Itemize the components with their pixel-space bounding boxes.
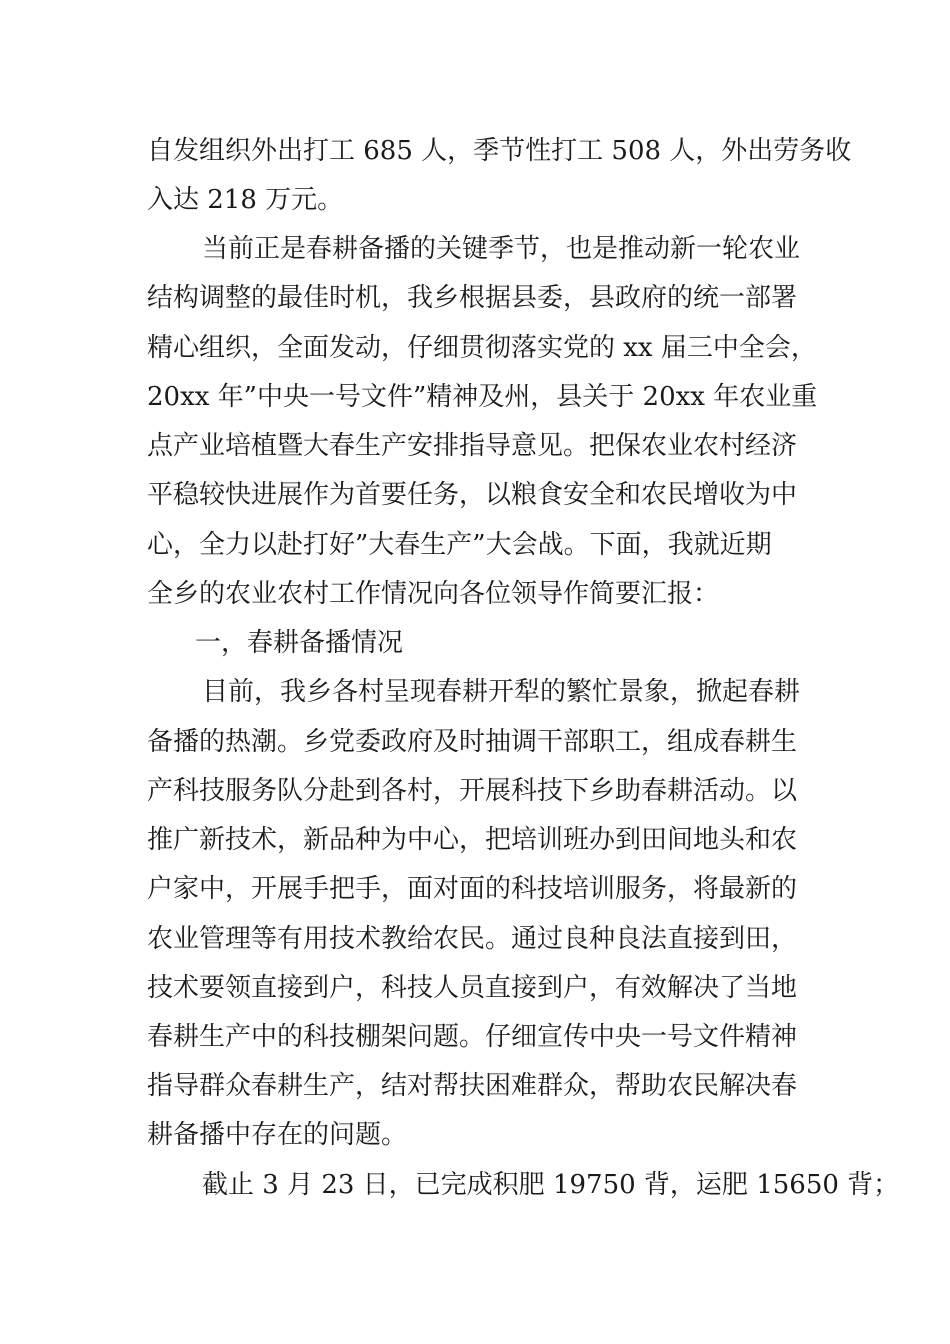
paragraph-2-line-8: 全乡的农业农村工作情况向各位领导作简要汇报： (147, 579, 720, 609)
paragraph-3-line-10: 耕备播中存在的问题。 (147, 1120, 408, 1150)
paragraph-2-line-1: 当前正是春耕备播的关键季节，也是推动新一轮农业 (202, 234, 801, 264)
paragraph-3-line-6: 农业管理等有用技术教给农民。通过良种良法直接到田， (147, 924, 798, 954)
paragraph-3-line-8: 春耕生产中的科技棚架问题。仔细宣传中央一号文件精神 (147, 1022, 798, 1052)
paragraph-2-line-7: 心，全力以赴打好”大春生产”大会战。下面，我就近期 (147, 530, 772, 560)
paragraph-2-line-5: 点产业培植暨大春生产安排指导意见。把保农业农村经济 (147, 431, 798, 461)
paragraph-3-line-9: 指导群众春耕生产，结对帮扶困难群众，帮助农民解决春 (147, 1071, 798, 1101)
paragraph-2-line-3: 精心组织，全面发动，仔细贯彻落实党的 xx 届三中全会， (147, 333, 817, 363)
paragraph-3-line-1: 目前，我乡各村呈现春耕开犁的繁忙景象，掀起春耕 (202, 677, 801, 707)
paragraph-3-line-2: 备播的热潮。乡党委政府及时抽调干部职工，组成春耕生 (147, 727, 798, 757)
paragraph-4-line-1: 截止 3 月 23 日，已完成积肥 19750 背，运肥 15650 背； (202, 1170, 900, 1200)
paragraph-3-line-4: 推广新技术，新品种为中心，把培训班办到田间地头和农 (147, 825, 798, 855)
paragraph-3-line-5: 户家中，开展手把手，面对面的科技培训服务，将最新的 (147, 874, 798, 904)
paragraph-2-line-4: 20xx 年”中央一号文件”精神及州，县关于 20xx 年农业重 (147, 382, 818, 412)
section-heading: 一，春耕备播情况 (195, 628, 404, 658)
paragraph-2-line-2: 结构调整的最佳时机，我乡根据县委，县政府的统一部署 (147, 283, 798, 313)
text-line-2: 入达 218 万元。 (147, 185, 344, 215)
paragraph-3-line-7: 技术要领直接到户，科技人员直接到户，有效解决了当地 (147, 973, 798, 1003)
paragraph-2-line-6: 平稳较快进展作为首要任务，以粮食安全和农民增收为中 (147, 480, 798, 510)
text-line-1: 自发组织外出打工 685 人，季节性打工 508 人，外出劳务收 (147, 136, 852, 166)
paragraph-3-line-3: 产科技服务队分赴到各村，开展科技下乡助春耕活动。以 (147, 776, 798, 806)
